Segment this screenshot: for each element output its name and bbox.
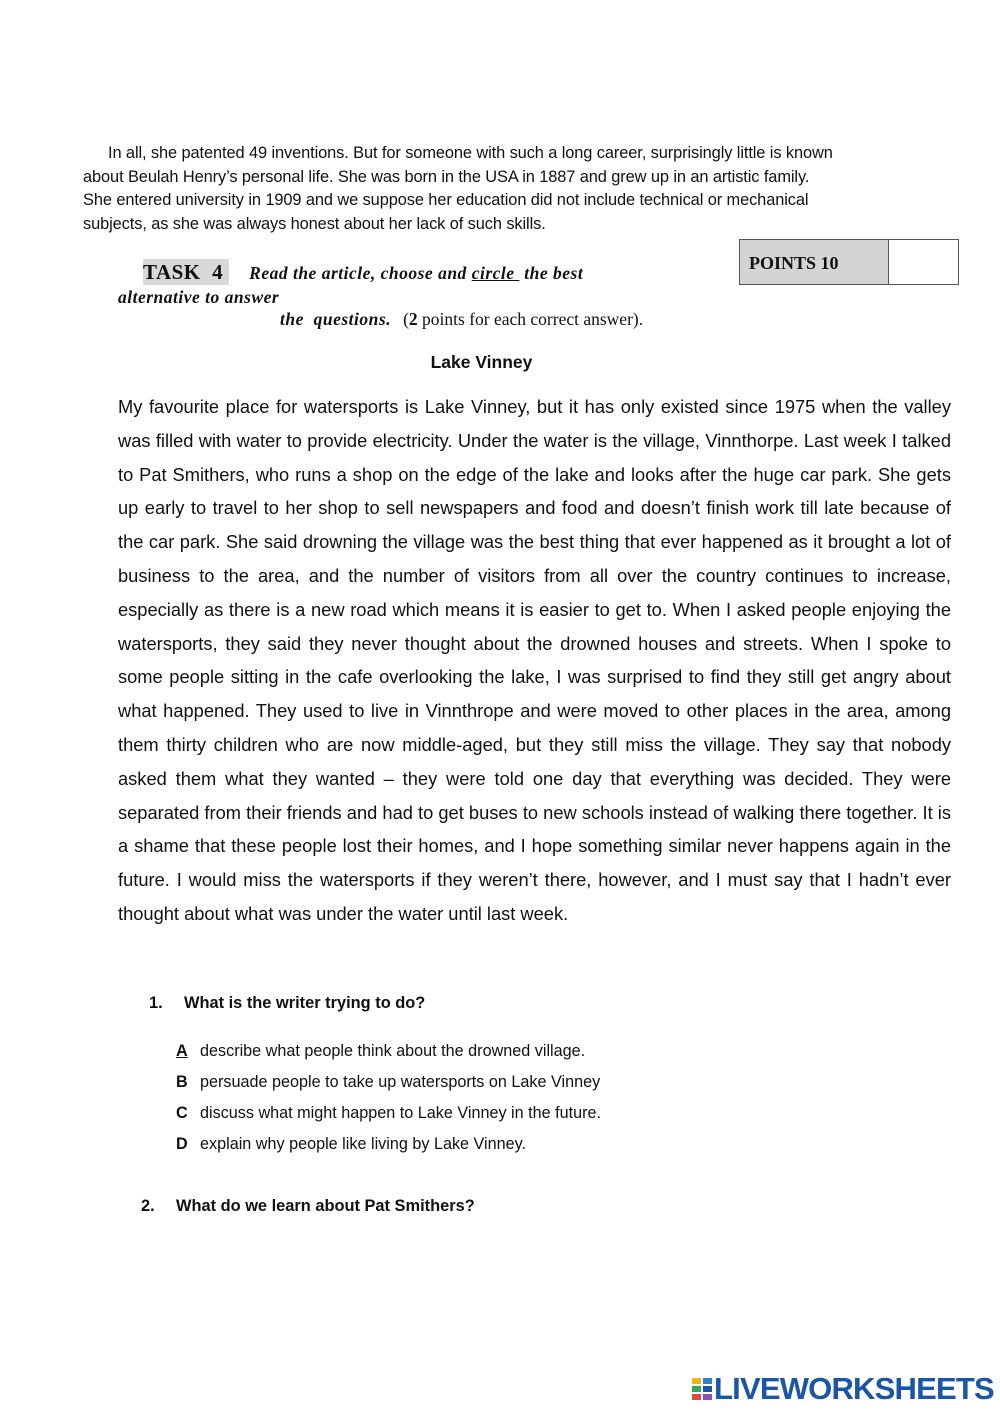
option-text: persuade people to take up watersports on Lake Vinney: [200, 1073, 601, 1091]
task-instruction-line2: alternative to answer: [118, 287, 280, 307]
points-note: [403, 309, 643, 329]
question-2: [141, 1197, 475, 1216]
task-instruction-text: the best: [519, 263, 584, 283]
option-letter: C: [176, 1104, 188, 1122]
option-c[interactable]: [176, 1104, 601, 1123]
option-letter: A: [176, 1042, 188, 1060]
liveworksheets-logo-text: LIVEWORKSHEETS: [714, 1371, 994, 1406]
question-text: What do we learn about Pat Smithers?: [176, 1197, 475, 1215]
task-instruction-underlined: circle: [471, 263, 520, 283]
option-letter: B: [176, 1073, 188, 1091]
intro-line: subjects, as she was always honest about her lack of such skills.: [83, 214, 546, 233]
task-instruction-line3: [280, 309, 643, 330]
task-heading: [143, 259, 583, 285]
question-number: 2.: [141, 1197, 155, 1215]
question-number: 1.: [149, 994, 163, 1012]
article-title: Lake Vinney: [430, 352, 533, 372]
option-text: describe what people think about the drowned village.: [200, 1042, 586, 1060]
points-label: POINTS 10: [740, 240, 889, 284]
task-label: TASK 4: [143, 259, 229, 285]
points-note-number: 2: [408, 309, 418, 329]
task-instruction-text: the questions.: [280, 309, 392, 329]
question-1: [149, 994, 425, 1013]
option-text: explain why people like living by Lake Vinney.: [200, 1135, 527, 1153]
option-d[interactable]: [176, 1135, 526, 1154]
option-text: discuss what might happen to Lake Vinney in the future.: [200, 1104, 602, 1122]
intro-line: about Beulah Henry’s personal life. She was born in the USA in 1887 and grew up in an artistic family.: [83, 167, 810, 186]
liveworksheets-logo-icon: [692, 1376, 712, 1402]
points-note-open: (: [403, 309, 409, 329]
intro-paragraph: [83, 142, 923, 236]
article-body: My favourite place for watersports is Lake Vinney, but it has only existed since 1975 when the valley was filled with water to provide electricity. Under the water is the village, Vinnthorpe. Last week I talked to Pat Smithers, who runs a shop on the edge of the lake and looks after the huge car park. She gets up early to travel to her shop to sell newspapers and food and doesn’t finish work till late because of the car park. She said drowning the village was the best thing that ever happened as it brought a lot of business to the area, and the number of visitors from all over the country continues to increase, especially as there is a new road which means it is easier to get to. When I asked people enjoying the watersports, they said they never thought about the drowned houses and streets. When I spoke to some people sitting in the cafe overlooking the lake, I was surprised to find they still get angry about what happened. They used to live in Vinnthrope and were moved to other places in the area, among them thirty children who are now middle-aged, but they still miss the village. They say that nobody asked them what they wanted – they were told one day that everything was decided. They were separated from their friends and had to get buses to new schools instead of walking there together. It is a shame that these people lost their homes, and I hope something similar never happens again in the future. I would miss the watersports if they weren’t there, however, and I must say that I hadn’t ever thought about what was under the water until last week.: [118, 396, 951, 924]
intro-line: In all, she patented 49 inventions. But for someone with such a long career, surprisingly little is known: [108, 144, 833, 162]
option-letter: D: [176, 1135, 188, 1153]
task-instruction-text: Read the article, choose and: [249, 263, 472, 283]
intro-line: She entered university in 1909 and we suppose her education did not include technical or mechanical: [83, 191, 809, 209]
liveworksheets-logo: [692, 1371, 994, 1406]
points-score-field[interactable]: [889, 240, 958, 284]
question-text: What is the writer trying to do?: [184, 994, 426, 1012]
points-box: [739, 239, 959, 285]
option-b[interactable]: [176, 1073, 600, 1092]
option-a[interactable]: [176, 1042, 585, 1061]
points-note-text: points for each correct answer).: [417, 309, 644, 329]
task-instruction: [249, 263, 583, 283]
